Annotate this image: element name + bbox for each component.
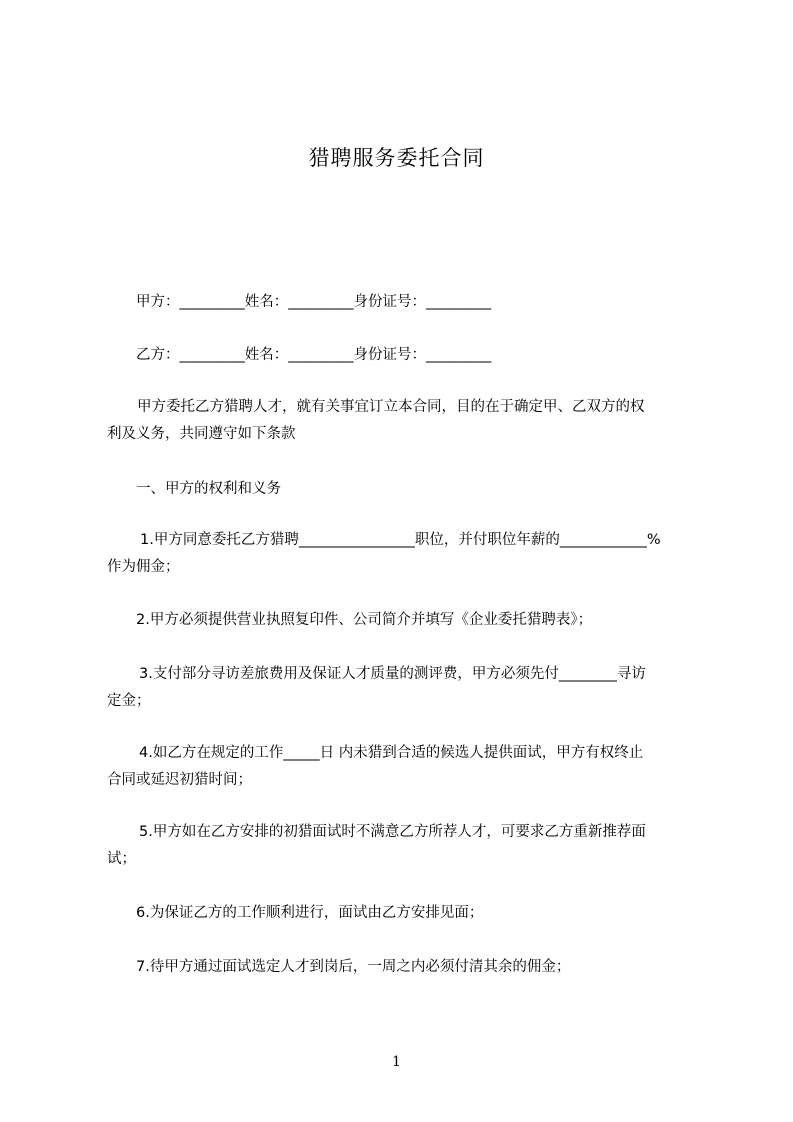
intro-line-2: 利及义务，共同遵守如下条款 (107, 426, 296, 442)
clause-5-line-1: 5.甲方如在乙方安排的初猎面试时不满意乙方所荐人才，可要求乙方重新推荐面 (139, 824, 646, 840)
page-number: 1 (392, 1054, 401, 1070)
intro-paragraph (107, 394, 707, 448)
intro-line-1: 甲方委托乙方猎聘人才，就有关事宜订立本合同，目的在于确定甲、乙双方的权 (137, 399, 645, 415)
clause-4 (107, 740, 707, 794)
party-b-line: 乙方：_________姓名：_________身份证号：_________ (136, 347, 492, 363)
clause-3-line-2: 定金； (107, 693, 151, 709)
clause-7-line-1: 7.待甲方通过面试选定人才到岗后，一周之内必须付清其余的佣金； (136, 959, 571, 975)
clause-6-line-1: 6.为保证乙方的工作顺利进行，面试由乙方安排见面； (136, 905, 484, 921)
clause-4-line-2: 合同或延迟初猎时间； (107, 772, 252, 788)
clause-2 (107, 607, 707, 634)
clause-1-line-2: 作为佣金； (107, 559, 180, 575)
clause-4-line-1: 4.如乙方在规定的工作_____日 内未猎到合适的候选人提供面试，甲方有权终止 (139, 745, 644, 761)
clause-7 (107, 954, 707, 981)
clause-1-line-1: 1.甲方同意委托乙方猎聘________________职位，并付职位年薪的____________% (140, 532, 661, 548)
clause-3-line-1: 3.支付部分寻访差旅费用及保证人才质量的测评费，甲方必须先付________寻访 (139, 666, 646, 682)
document-title: 猎聘服务委托合同 (308, 146, 485, 170)
clause-1 (107, 527, 707, 581)
party-a-line: 甲方：_________姓名：_________身份证号：_________ (136, 294, 492, 310)
clause-3 (107, 661, 707, 715)
clause-6 (107, 900, 707, 927)
clause-5-line-2: 试； (107, 851, 136, 867)
clause-5 (107, 819, 707, 873)
clause-2-line-1: 2.甲方必须提供营业执照复印件、公司简介并填写《企业委托猎聘表》； (136, 612, 593, 628)
section-heading: 一、甲方的权利和义务 (136, 481, 281, 497)
